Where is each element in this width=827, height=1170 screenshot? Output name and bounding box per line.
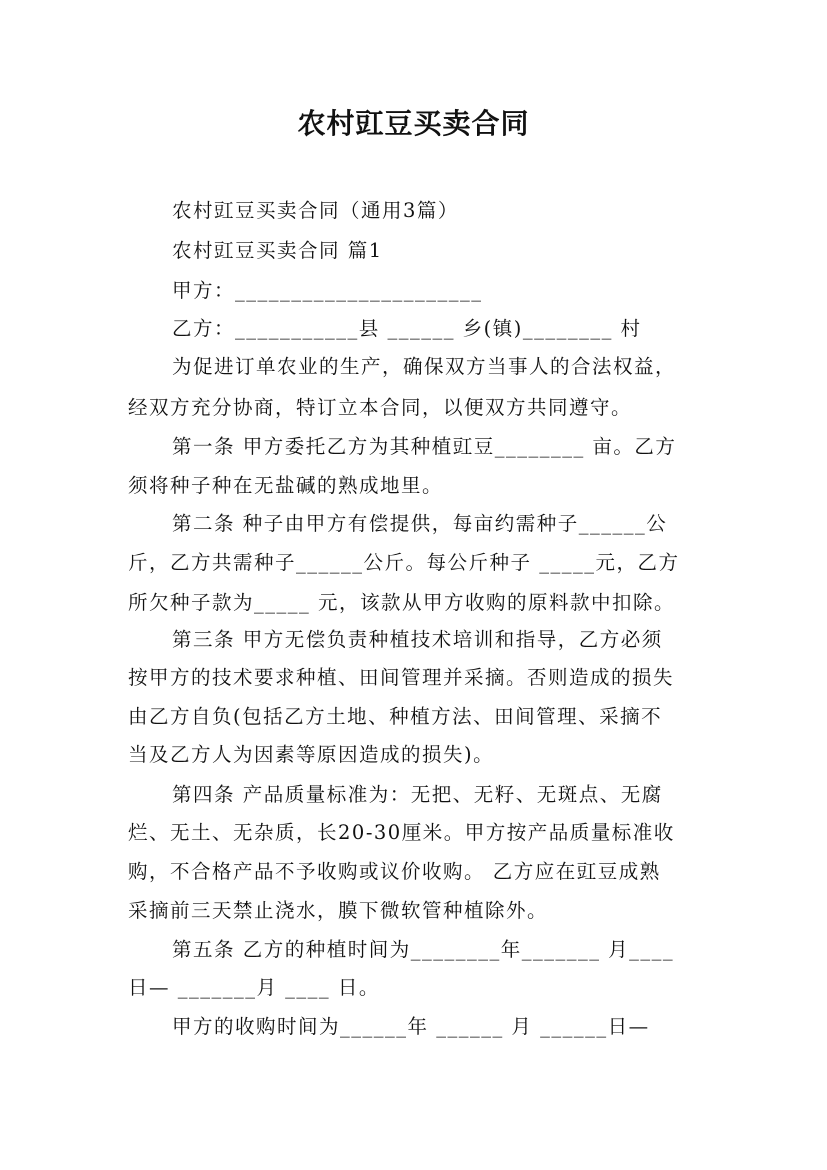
paragraph-line: 所欠种子款为_____ 元，该款从甲方收购的原料款中扣除。 — [128, 591, 675, 614]
paragraph-line: 须将种子种在无盐碱的熟成地里。 — [128, 474, 444, 497]
paragraph-line: 甲方的收购时间为______年 ______ 月 ______日— — [172, 1015, 650, 1038]
paragraph-line: 第一条 甲方委托乙方为其种植豇豆________ 亩。乙方 — [172, 435, 677, 458]
paragraph-line: 第二条 种子由甲方有偿提供，每亩约需种子______公 — [172, 512, 668, 535]
paragraph-line: 为促进订单农业的生产，确保双方当事人的合法权益， — [172, 355, 677, 378]
paragraph-line: 第四条 产品质量标准为：无把、无籽、无斑点、无腐 — [172, 783, 663, 806]
paragraph-line: 日— _______月 ____ 日。 — [128, 976, 380, 999]
section-heading: 农村豇豆买卖合同 篇1 — [172, 239, 383, 262]
document-title: 农村豇豆买卖合同 — [297, 107, 530, 140]
paragraph-line: 由乙方自负(包括乙方土地、种植方法、田间管理、采摘不 — [128, 705, 663, 728]
party-b-line: 乙方：___________县 ______ 乡(镇)________ 村 — [172, 317, 642, 340]
subtitle-line: 农村豇豆买卖合同（通用3篇） — [172, 199, 459, 222]
party-a-line: 甲方：______________________ — [172, 279, 483, 302]
paragraph-line: 斤，乙方共需种子______公斤。每公斤种子 _____元，乙方 — [128, 551, 680, 574]
paragraph-line: 当及乙方人为因素等原因造成的损失)。 — [128, 743, 495, 766]
paragraph-line: 购，不合格产品不予收购或议价收购。 乙方应在豇豆成熟 — [128, 860, 661, 883]
paragraph-line: 采摘前三天禁止浇水，膜下微软管种植除外。 — [128, 899, 549, 922]
paragraph-line: 第三条 甲方无偿负责种植技术培训和指导，乙方必须 — [172, 628, 663, 651]
paragraph-line: 第五条 乙方的种植时间为________年_______ 月____ — [172, 938, 675, 961]
paragraph-line: 烂、无土、无杂质，长20-30厘米。甲方按产品质量标准收 — [128, 821, 675, 844]
paragraph-line: 按甲方的技术要求种植、田间管理并采摘。否则造成的损失 — [128, 666, 675, 689]
paragraph-line: 经双方充分协商，特订立本合同，以便双方共同遵守。 — [128, 396, 633, 419]
